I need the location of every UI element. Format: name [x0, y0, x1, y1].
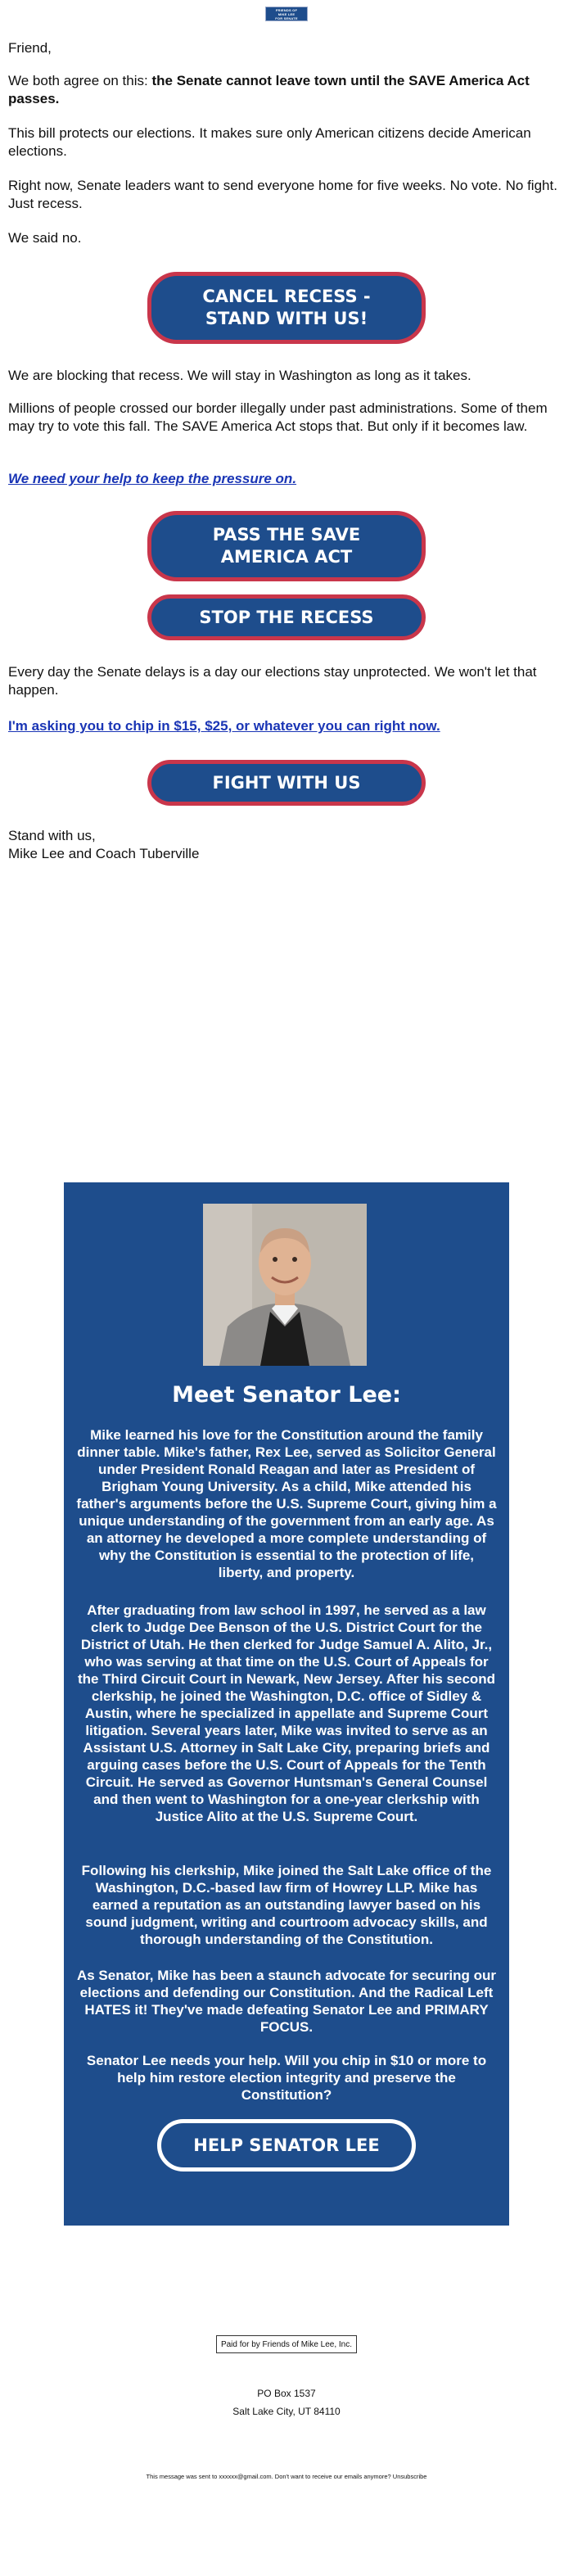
paragraph-lead-text: We both agree on this: — [8, 73, 152, 88]
pass-save-act-button[interactable]: PASS THE SAVE AMERICA ACT — [147, 511, 426, 581]
paragraph: We are blocking that recess. We will stay in Washington as long as it takes. — [8, 368, 471, 383]
signoff-line: Stand with us, — [8, 828, 96, 843]
chip-in-link[interactable]: I'm asking you to chip in $15, $25, or whatever you can right now. — [8, 718, 440, 734]
paragraph: Every day the Senate delays is a day our elections stay unprotected. We won't let that happen. — [8, 664, 537, 698]
header-logo — [265, 7, 308, 21]
bio-title: Meet Senator Lee: — [172, 1382, 401, 1408]
paragraph-lead — [8, 72, 565, 108]
greeting: Friend, — [8, 40, 52, 56]
bio-paragraph: After graduating from law school in 1997, he served as a law clerk to Judge Dee Benson of the U.S. District Court for the District of Utah. He then clerked for Judge Samuel A. Alito, Jr., who was serving at that time on the U.S. Court of Appeals for the Third Circuit Court in Newark, New Jersey. After his second clerkship, he joined the Washington, D.C. office of Sidley & Austin, where he specialized in appellate and Supreme Court litigation. Several years later, Mike was invited to serve as an Assistant U.S. Attorney in Salt Lake City, preparing briefs and arguing cases before the U.S. Court of Appeals for the Tenth Circuit. He served as Governor Huntsman's General Counsel and then went to Washington for a one-year clerkship with Justice Alito at the U.S. Supreme Court. — [77, 1602, 496, 1824]
bio-paragraph: Senator Lee needs your help. Will you chip in $10 or more to help him restore election integrity and preserve the Constitution? — [86, 2053, 487, 2103]
fight-with-us-button[interactable]: FIGHT WITH US — [147, 760, 426, 806]
address-line: PO Box 1537 — [257, 2388, 316, 2399]
footer-notice: This message was sent to xxxxxx@gmail.com. Don't want to receive our emails anymore? Unsubscribe — [146, 2473, 427, 2480]
bio-paragraph: Following his clerkship, Mike joined the Salt Lake office of the Washington, D.C.-based law firm of Howrey LLP. Mike has earned a reputation as an outstanding lawyer based on his sound judgment, writing and courtroom advocacy skills, and thorough understanding of the Constitution. — [81, 1863, 492, 1947]
cancel-recess-button[interactable]: CANCEL RECESS - STAND WITH US! — [147, 272, 426, 344]
bio-panel — [64, 1182, 509, 2226]
logo-line: MIKE LEE — [277, 11, 296, 16]
help-senator-lee-button[interactable]: HELP SENATOR LEE — [157, 2119, 416, 2172]
signoff-line: Mike Lee and Coach Tuberville — [8, 846, 200, 861]
donate-link-paragraph — [8, 470, 565, 488]
paragraph: Right now, Senate leaders want to send everyone home for five weeks. No vote. No fight. Just recess. — [8, 178, 557, 211]
senator-photo — [203, 1204, 367, 1366]
keep-pressure-link[interactable]: We need your help to keep the pressure on. — [8, 471, 297, 486]
bio-paragraph: As Senator, Mike has been a staunch advocate for securing our elections and defending our Constitution. And the Radical Left HATES it! They've made defeating Senator Lee and PRIMARY FOCUS. — [76, 1968, 497, 2035]
bio-paragraph: Mike learned his love for the Constitution around the family dinner table. Mike's father, Rex Lee, served as Solicitor General under President Ronald Reagan and later as President of Brigham Young University. As a child, Mike attended his father's arguments before the U.S. Supreme Court, giving him a unique understanding of the government from an early age. As an attorney he developed a more complete understanding of why the Constitution is essential to the protection of life, liberty, and property. — [76, 1427, 497, 1580]
paragraph-lead-bold: the Senate cannot leave town until the SAVE America Act passes. — [8, 73, 530, 106]
senator-portrait-image — [203, 1204, 367, 1366]
address-line: Salt Lake City, UT 84110 — [232, 2406, 341, 2417]
donate-link-paragraph — [8, 717, 565, 735]
paid-for-disclaimer: Paid for by Friends of Mike Lee, Inc. — [216, 2335, 357, 2353]
logo-line: FOR SENATE — [275, 16, 298, 20]
logo-line: FRIENDS OF — [275, 7, 298, 12]
paragraph: Millions of people crossed our border illegally under past administrations. Some of them may try to vote this fall. The SAVE America Act stops that. But only if it becomes law. — [8, 400, 548, 434]
paragraph: We said no. — [8, 230, 82, 246]
paragraph: This bill protects our elections. It makes sure only American citizens decide American elections. — [8, 125, 531, 159]
stop-recess-button[interactable]: STOP THE RECESS — [147, 594, 426, 640]
